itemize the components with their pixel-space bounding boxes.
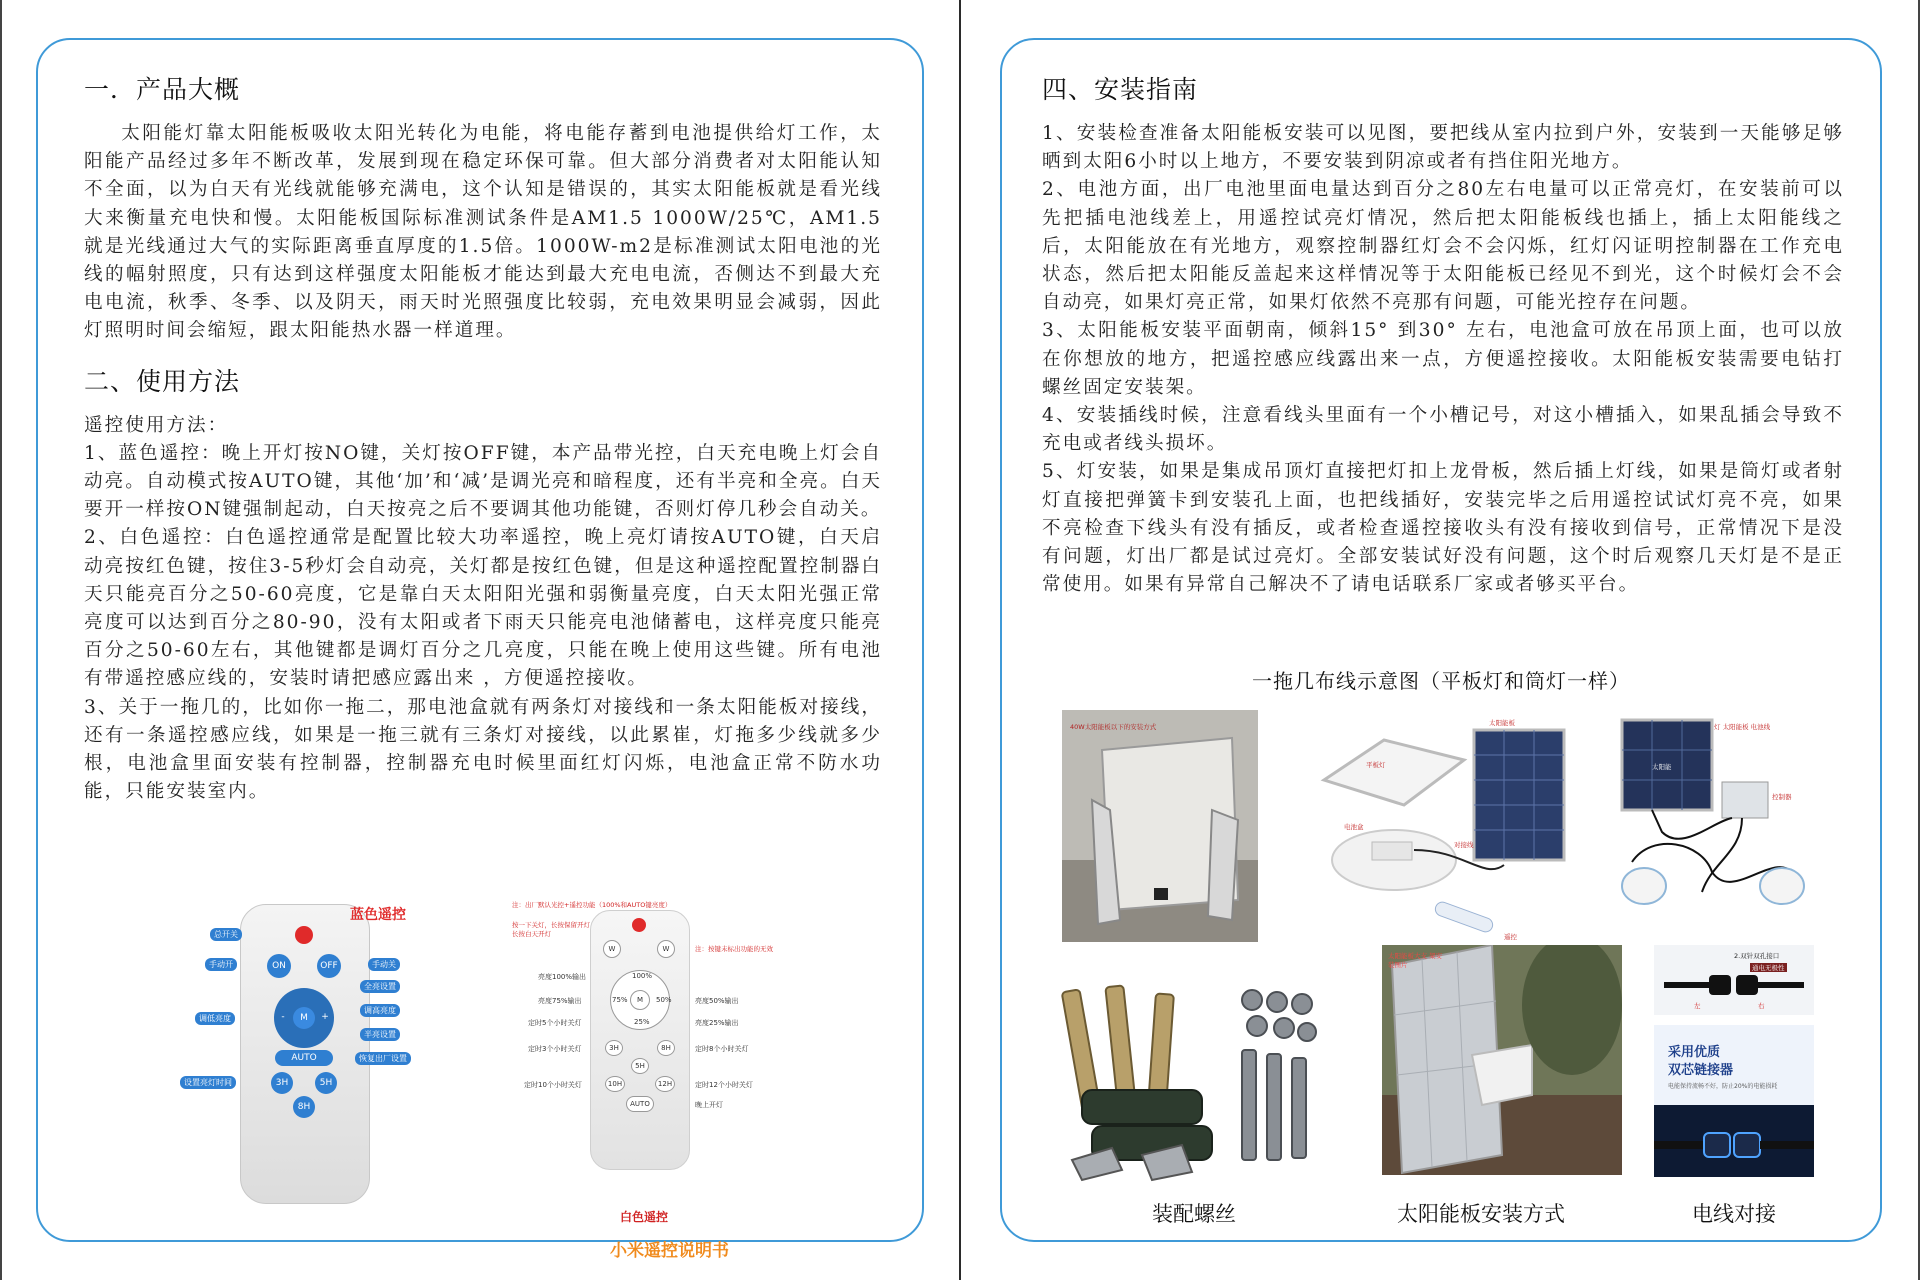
white-remote-caption: 白色遥控 bbox=[620, 1210, 669, 1224]
section4-title: 四、安装指南 bbox=[1042, 75, 1199, 104]
label-bright: 调高亮度 bbox=[360, 1004, 400, 1017]
white-label-left-1: 亮度100%输出 bbox=[538, 973, 587, 981]
caption-connector: 电线对接 bbox=[1692, 1202, 1776, 1226]
white-10h-button: 10H bbox=[605, 1076, 625, 1092]
section4-p2: 2、电池方面，出厂电池里面电量达到百分之80左右电量可以正常亮灯，在安装前可以先把插电池线差上，用遥控试亮灯情况，然后把太阳能板线也插上，插上太阳能线之后，太阳能放在有光地方，观察控制器红灯会不会闪烁，红灯闪证明控制器在工作充电状态，然后把太阳能反盖起来这样情况等于太阳能板已经见不到光，这个时候灯会不会自动亮，如果灯亮正常，如果灯依然不亮那有问题，可能光控存在问题。 bbox=[1042, 179, 1844, 314]
label-dim: 调低亮度 bbox=[195, 1012, 235, 1025]
label-manual-on: 手动开 bbox=[205, 958, 237, 971]
manual-title: 小米遥控说明书 bbox=[610, 1241, 729, 1261]
section4-p5: 5、灯安装，如果是集成吊顶灯直接把灯扣上龙骨板，然后插上灯线，如果是筒灯或者射灯直接把弹簧卡到安装孔上面，也把线插好，安装完毕之后用遥控试试灯亮不亮，如果不亮检查下线头有没有插反，或者检查遥控接收头有没有接收到信号，正常情况下是没有问题，灯出厂都是试过亮灯。全部安装试好没有问题，这个时后观察几天灯是不是正常使用。如果有异常自己解决不了请电话联系厂家或者够买平台。 bbox=[1042, 461, 1844, 596]
photo2-label-box: 电池盒 bbox=[1344, 823, 1364, 831]
photo2-label-flat: 平板灯 bbox=[1366, 761, 1386, 769]
photo-connector bbox=[1654, 945, 1814, 1177]
white-3h-button: 3H bbox=[605, 1040, 623, 1056]
white-btn-75: 75% bbox=[612, 996, 628, 1004]
white-remote-diagram bbox=[510, 900, 790, 1261]
3h-button: 3H bbox=[271, 1072, 293, 1094]
8h-button: 8H bbox=[293, 1096, 315, 1118]
right-page-panel bbox=[1000, 38, 1882, 1242]
white-auto-button: AUTO bbox=[626, 1096, 654, 1112]
white-label-left-2: 亮度75%输出 bbox=[538, 997, 582, 1005]
caption-panel-mounting: 太阳能板安装方式 bbox=[1397, 1202, 1565, 1226]
photo3-label-ctrl: 控制器 bbox=[1772, 793, 1792, 801]
photo6-sub-label: 通电无极性 bbox=[1752, 964, 1785, 972]
photo-panel-bracket bbox=[1062, 710, 1258, 942]
left-content bbox=[84, 70, 882, 806]
white-red-label: 按一下关灯，长按保留开灯 长按白天开灯 bbox=[512, 921, 590, 938]
on-button: ON bbox=[267, 954, 291, 978]
white-label-left-5: 定时10个小时关灯 bbox=[524, 1081, 582, 1089]
plus-button: + bbox=[321, 1012, 329, 1022]
photo3-label-top: 灯 太阳能板 电池线 bbox=[1714, 723, 1771, 731]
section1-title: 一．产品大概 bbox=[84, 75, 241, 104]
white-5h-button: 5H bbox=[631, 1058, 649, 1074]
section4-p3: 3、太阳能板安装平面朝南，倾斜15° 到30° 左右，电池盒可放在吊顶上面，也可以放在你想放的地方，把遥控感应线露出来一点，方便遥控接收。太阳能板安装需要电钻打螺丝固定安装架。 bbox=[1042, 320, 1844, 398]
photo2-label-wire: 对接线 bbox=[1454, 841, 1474, 849]
panel-mounting-illustration bbox=[1382, 945, 1622, 1175]
label-manual-off: 手动关 bbox=[368, 958, 400, 971]
diagram-title: 一拖几布线示意图（平板灯和筒灯一样） bbox=[1252, 669, 1630, 693]
white-label-left-3: 定时5个小时关灯 bbox=[528, 1019, 582, 1027]
downlight-illustration bbox=[1592, 712, 1824, 952]
label-master: 总开关 bbox=[210, 928, 242, 941]
white-m-button: M bbox=[630, 990, 650, 1010]
white-label-right-5: 晚上开灯 bbox=[695, 1101, 723, 1109]
white-w1-button: W bbox=[603, 940, 621, 958]
white-label-right-2: 亮度25%输出 bbox=[695, 1019, 739, 1027]
panel-bracket-illustration bbox=[1062, 710, 1258, 942]
white-12h-button: 12H bbox=[655, 1076, 675, 1092]
white-btn-100: 100% bbox=[632, 972, 653, 980]
off-button: OFF bbox=[317, 954, 341, 978]
photo-panel-mounting bbox=[1382, 945, 1622, 1175]
section4-p1: 1、安装检查准备太阳能板安装可以见图，要把线从室内拉到户外，安装到一天能够足够晒到太阳6小时以上地方，不要安装到阴凉或者有挡住阳光地方。 bbox=[1042, 123, 1844, 173]
label-reset: 恢复出厂设置 bbox=[355, 1052, 411, 1065]
photo-screws bbox=[1052, 980, 1324, 1190]
photo-flat-light-wiring bbox=[1314, 710, 1582, 950]
label-half: 半亮设置 bbox=[360, 1028, 400, 1041]
auto-button: AUTO bbox=[275, 1050, 333, 1066]
photo6-right-label: 右 bbox=[1758, 1002, 1765, 1010]
minus-button: - bbox=[281, 1012, 285, 1022]
page-edge-left bbox=[0, 0, 2, 1280]
photo6-big1: 采用优质 bbox=[1668, 1045, 1721, 1060]
section2-p1: 1、蓝色遥控：晚上开灯按NO键，关灯按OFF键，本产品带光控，白天充电晚上灯会自动亮。自动模式按AUTO键，其他‘加’和‘减’是调光亮和暗程度，还有半亮和全亮。白天要开一样按ON键强制起动，白天按亮之后不要调其他功能键，否则灯停几秒会自动关。 bbox=[84, 442, 882, 521]
white-label-left-4: 定时3个小时关灯 bbox=[528, 1045, 582, 1053]
white-w2-button: W bbox=[657, 940, 675, 958]
photo6-big2: 双芯链接器 bbox=[1668, 1063, 1734, 1078]
photo5-label: 太阳能板大支 架安装图片 bbox=[1388, 952, 1443, 969]
spacer bbox=[84, 346, 882, 362]
label-full: 全亮设置 bbox=[360, 980, 400, 993]
right-content bbox=[1042, 70, 1844, 599]
white-label-right-4: 定时12个小时关灯 bbox=[695, 1081, 753, 1089]
photo2-label-panel: 太阳能板 bbox=[1489, 719, 1515, 727]
white-8h-button: 8H bbox=[657, 1040, 675, 1056]
white-btn-50: 50% bbox=[656, 996, 672, 1004]
section2-intro: 遥控使用方法： bbox=[84, 414, 229, 436]
blue-remote-title: 蓝色遥控 bbox=[350, 907, 406, 923]
white-btn-25: 25% bbox=[634, 1018, 650, 1026]
photo1-label: 40W太阳能板以下的安装方式 bbox=[1070, 723, 1157, 731]
photo6-small: 电能保持流畅不好，防止20%的电能损耗 bbox=[1668, 1083, 1778, 1090]
photo6-left-label: 左 bbox=[1694, 1002, 1701, 1010]
section2-title: 二、使用方法 bbox=[84, 366, 241, 396]
white-note-mid: 注：按键未标出功能的无效 bbox=[695, 945, 773, 953]
power-button bbox=[295, 926, 313, 944]
section2-p3: 3、关于一拖几的，比如你一拖二，那电池盒就有两条灯对接线和一条太阳能板对接线，还有一条遥控感应线，如果是一拖三就有三条灯对接线，以此累崔，灯拖多少线就多少根，电池盒里面安装有控制器，控制器充电时候里面红灯闪烁，电池盒正常不防水功能，只能安装室内。 bbox=[84, 696, 882, 803]
remote-illustration bbox=[150, 900, 790, 1261]
section4-p4: 4、安装插线时候，注意看线头里面有一个小槽记号，对这小槽插入，如果乱插会导致不充电或者线头损坏。 bbox=[1042, 405, 1844, 455]
white-label-right-3: 定时8个小时关灯 bbox=[695, 1045, 749, 1053]
blue-remote-diagram bbox=[150, 900, 460, 1230]
m-button: M bbox=[293, 1007, 315, 1029]
photo2-label-remote: 遥控 bbox=[1504, 933, 1517, 941]
photo6-top-label: 2.双针双孔接口 bbox=[1734, 952, 1780, 960]
photo3-label-solar: 太阳能 bbox=[1652, 763, 1672, 771]
white-note-top: 注：出厂默认光控+遥控功能（100%和AUTO键亮度） bbox=[512, 901, 672, 909]
section1-text: 太阳能灯靠太阳能板吸收太阳光转化为电能，将电能存蓄到电池提供给灯工作，太阳能产品经过多年不断改革，发展到现在稳定环保可靠。但大部分消费者对太阳能认知不全面，以为白天有光线就能够充满电，这个认知是错误的，其实太阳能板就是看光线大来衡量充电快和慢。太阳能板国际标准测试条件是AM1.5 1000W/25℃，AM1.5就是光线通过大气的实际距离垂直厚度的1.5倍。1000W-m2是标准测试太阳电池的光线的幅射照度，只有达到这样强度太阳能板才能达到最大充电电流，否侧达不到最大充电电流，秋季、冬季、以及阴天，雨天时光照强度比较弱，充电效果明显会减弱，因此灯照明时间会缩短，跟太阳能热水器一样道理。 bbox=[84, 123, 882, 342]
5h-button: 5H bbox=[315, 1072, 337, 1094]
page-fold-line bbox=[959, 0, 961, 1280]
photo-downlight-wiring bbox=[1592, 712, 1824, 952]
section2-p2: 2、白色遥控：白色遥控通常是配置比较大功率遥控，晚上亮灯请按AUTO键，白天启动亮按红色键，按住3-5秒灯会自动亮，关灯都是按红色键，但是这种遥控配置控制器白天只能亮百分之50-60亮度，它是靠白天太阳阳光强和弱衡量亮度，白天太阳光强正常亮度可以达到百分之80-90，没有太阳或者下雨天只能亮电池储蓄电，这样亮度只能亮百分之50-60左右，其他键都是调灯百分之几亮度，只能在晚上使用这些键。所有电池有带遥控感应线的，安装时请把感应露出来 ，方便遥控接收。 bbox=[84, 527, 882, 690]
white-label-right-1: 亮度50%输出 bbox=[695, 997, 739, 1005]
caption-screws: 装配螺丝 bbox=[1152, 1202, 1236, 1226]
screws-illustration bbox=[1052, 980, 1324, 1190]
white-power-button bbox=[632, 918, 646, 932]
label-timer: 设置亮灯时间 bbox=[180, 1076, 236, 1089]
